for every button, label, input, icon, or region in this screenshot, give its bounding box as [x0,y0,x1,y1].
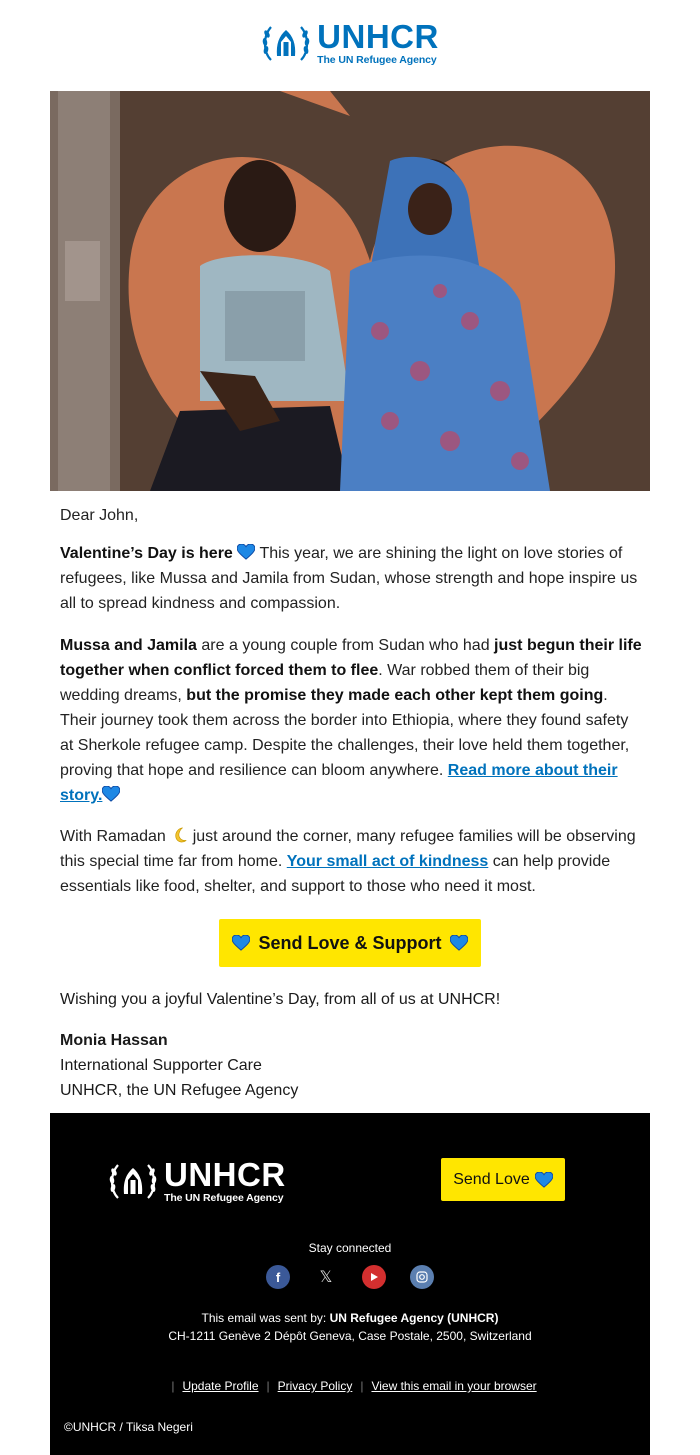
signer-name: Monia Hassan [60,1032,168,1049]
sender-info [50,1309,650,1345]
blue-heart-icon [237,544,255,560]
crescent-moon-icon [170,826,188,844]
stay-connected-label: Stay connected [308,1241,392,1255]
blue-heart-icon [450,935,468,951]
unhcr-logo[interactable] [261,17,439,66]
social-links [50,1265,650,1289]
story-bold-names: Mussa and Jamila [60,637,197,654]
story-text-1: are a young couple from Sudan who had [196,637,495,654]
intro-paragraph [60,541,645,616]
story-bold-2: just begun their life together when conflict forced them to flee [60,637,642,679]
greeting: Dear John, [60,507,139,524]
story-text-3: . Their journey took them across the border into Ethiopia, where they found safety at Sherkole refugee camp. Despite the challenges, their love held them together, proving that hope and resilience can bloom anywhere. [60,687,630,779]
signer-role: International Supporter Care [60,1057,262,1074]
ramadan-paragraph [60,824,645,899]
sender-address: CH-1211 Genève 2 Dépôt Geneva, Case Postale, 2500, Switzerland [168,1329,532,1343]
story-paragraph [60,633,645,808]
email-footer [50,1113,650,1455]
email-header [0,0,700,91]
facebook-icon[interactable]: f [266,1265,290,1289]
view-in-browser-link[interactable]: View this email in your browser [371,1379,537,1393]
footer-brand-name: UNHCR [164,1156,286,1193]
footer-logo[interactable] [108,1158,286,1204]
send-love-support-button[interactable] [219,919,481,967]
footer-button-label: Send Love [453,1170,530,1188]
instagram-icon[interactable] [410,1265,434,1289]
blue-heart-icon [102,786,120,802]
photo-credit: ©UNHCR / Tiksa Negeri [64,1420,193,1434]
signer-org: UNHCR, the UN Refugee Agency [60,1082,299,1099]
laurel-hands-icon [108,1160,158,1202]
blue-heart-icon [232,935,250,951]
brand-tagline: The UN Refugee Agency [317,53,437,66]
cta-label: Send Love & Support [258,932,442,953]
ramadan-text-3: can help provide essentials like food, shelter, and support to those who need it most. [60,853,611,895]
ramadan-text-2: just around the corner, many refugee families will be observing this special time far from home. [60,828,636,870]
sent-by-prefix: This email was sent by: [201,1311,330,1325]
update-profile-link[interactable]: Update Profile [182,1379,259,1393]
x-twitter-icon[interactable]: 𝕏 [314,1265,338,1289]
signature [60,1028,298,1103]
hero-image[interactable] [50,91,650,491]
intro-bold: Valentine’s Day is here [60,545,233,562]
story-bold-3: but the promise they made each other kept them going [186,687,604,704]
blue-heart-icon [535,1172,553,1188]
kindness-link[interactable]: Your small act of kindness [286,853,489,870]
closing-line: Wishing you a joyful Valentine’s Day, from all of us at UNHCR! [60,991,501,1008]
read-more-link[interactable]: Read more about their story. [60,762,618,804]
brand-name: UNHCR [317,17,439,55]
ramadan-text-1: With Ramadan [60,828,171,845]
footer-brand-tagline: The UN Refugee Agency [164,1192,284,1204]
footer-send-love-button[interactable] [441,1158,565,1201]
story-text-2: . War robbed them of their big wedding dreams, [60,662,590,704]
sent-by-org: UN Refugee Agency (UNHCR) [329,1311,499,1325]
youtube-icon[interactable] [362,1265,386,1289]
intro-text: This year, we are shining the light on love stories of refugees, like Mussa and Jamila from Sudan, whose strength and hope inspire us all to spread kindness and compassion. [60,545,638,612]
footer-links: | Update Profile | Privacy Policy | View this email in your browser [171,1379,537,1393]
laurel-hands-icon [261,22,311,64]
privacy-policy-link[interactable]: Privacy Policy [277,1379,353,1393]
